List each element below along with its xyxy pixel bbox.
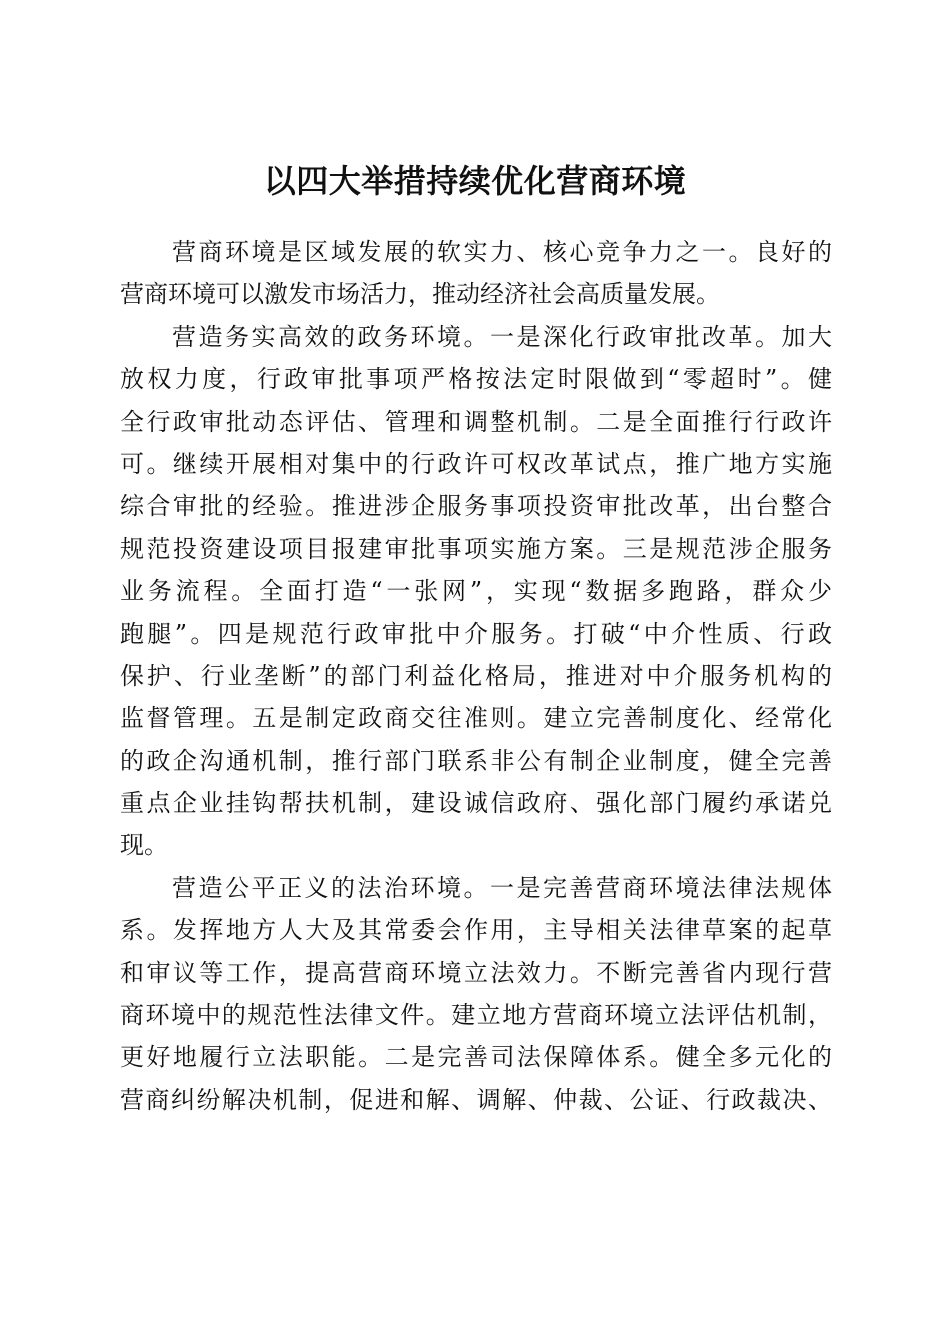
text-line: 保护、行业垄断”的部门利益化格局，推进对中介服务机构的 <box>120 661 832 690</box>
text-line: 现。 <box>120 831 168 860</box>
text-line: 营造务实高效的政务环境。一是深化行政审批改革。加大 <box>172 322 832 351</box>
text-line: 重点企业挂钩帮扶机制，建设诚信政府、强化部门履约承诺兑 <box>120 789 832 818</box>
paragraph <box>120 231 832 316</box>
text-line: 的政企沟通机制，推行部门联系非公有制企业制度，健全完善 <box>120 746 832 775</box>
paragraph <box>120 867 832 1121</box>
text-line: 商环境中的规范性法律文件。建立地方营商环境立法评估机制， <box>120 1001 832 1030</box>
text-line: 跑腿”。四是规范行政审批中介服务。打破“中介性质、行政 <box>120 619 832 648</box>
text-line: 营商环境可以激发市场活力，推动经济社会高质量发展。 <box>120 280 720 309</box>
document-title: 以四大举措持续优化营商环境 <box>263 162 687 201</box>
text-line: 监督管理。五是制定政商交往准则。建立完善制度化、经常化 <box>120 704 832 733</box>
text-line: 系。发挥地方人大及其常委会作用，主导相关法律草案的起草 <box>120 916 832 945</box>
text-line: 营造公平正义的法治环境。一是完善营商环境法律法规体 <box>172 873 832 902</box>
text-line: 业务流程。全面打造“一张网”，实现“数据多跑路，群众少 <box>120 577 832 606</box>
paragraph <box>120 316 832 867</box>
text-line: 可。继续开展相对集中的行政许可权改革试点，推广地方实施 <box>120 449 832 478</box>
text-line: 综合审批的经验。推进涉企服务事项投资审批改革，出台整合 <box>120 492 832 521</box>
document-body <box>120 231 832 1121</box>
text-line: 更好地履行立法职能。二是完善司法保障体系。健全多元化的 <box>120 1043 832 1072</box>
text-line: 规范投资建设项目报建审批事项实施方案。三是规范涉企服务 <box>120 534 832 563</box>
text-line: 全行政审批动态评估、管理和调整机制。二是全面推行行政许 <box>120 407 832 436</box>
text-line: 和审议等工作，提高营商环境立法效力。不断完善省内现行营 <box>120 958 832 987</box>
text-line: 营商纠纷解决机制，促进和解、调解、仲裁、公证、行政裁决、 <box>120 1085 832 1114</box>
text-line: 营商环境是区域发展的软实力、核心竞争力之一。良好的 <box>172 238 832 266</box>
text-line: 放权力度，行政审批事项严格按法定时限做到“零超时”。健 <box>120 365 832 394</box>
